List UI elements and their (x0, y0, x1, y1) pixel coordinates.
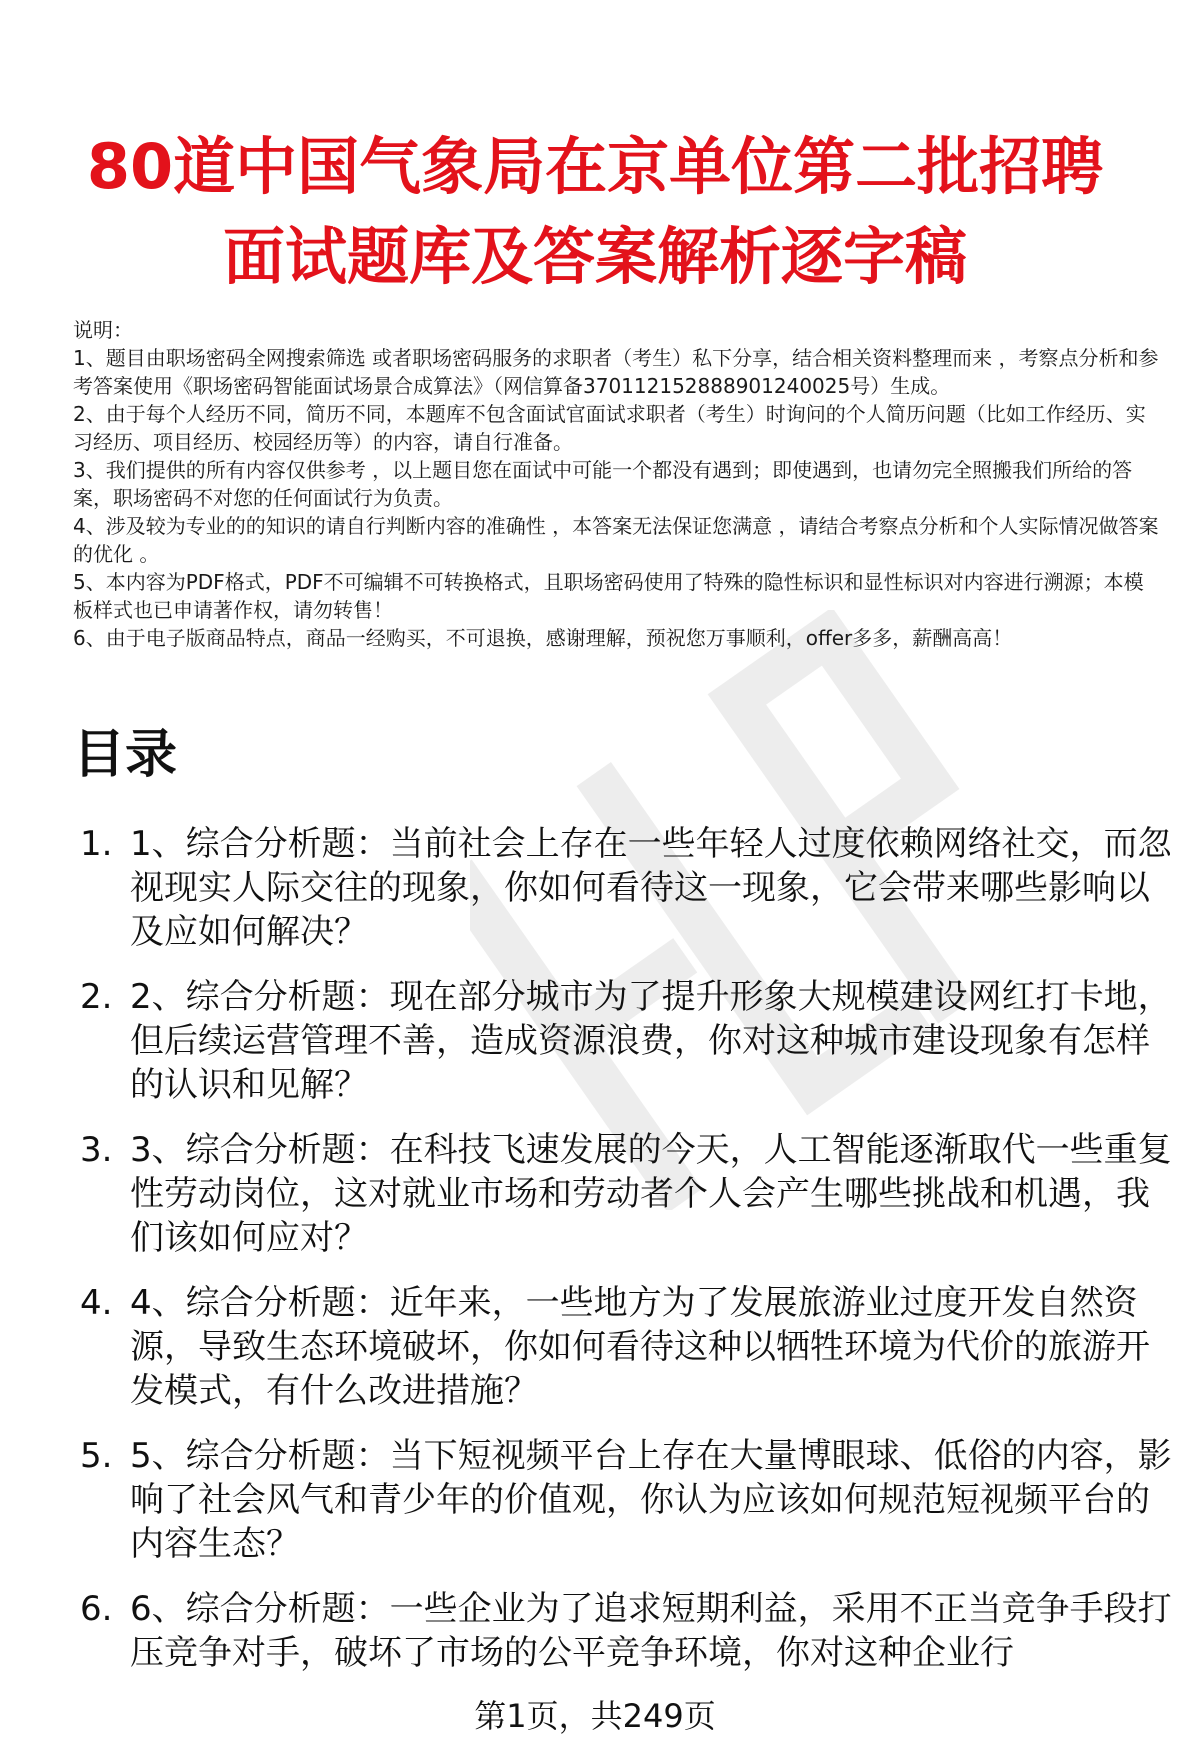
toc-item[interactable] (0, 1434, 1190, 1566)
notes-heading: 说明： (73, 318, 133, 342)
note-item: 2、由于每个人经历不同，简历不同，本题库不包含面试官面试求职者（考生）时询问的个人简历问题（比如工作经历、实习经历、项目经历、校园经历等）的内容，请自行准备。 (73, 402, 1146, 454)
note-item: 1、题目由职场密码全网搜索筛选 或者职场密码服务的求职者（考生）私下分享，结合相关资料整理而来 ，考察点分析和参考答案使用《职场密码智能面试场景合成算法》（网信算备370112152888901240025号）生成。 (73, 346, 1159, 398)
toc-item-text: 2、综合分析题：现在部分城市为了提升形象大规模建设网红打卡地，但后续运营管理不善，造成资源浪费，你对这种城市建设现象有怎样的认识和见解？ (130, 977, 1172, 1105)
note-item: 5、本内容为PDF格式，PDF不可编辑不可转换格式，且职场密码使用了特殊的隐性标识和显性标识对内容进行溯源；本模板样式也已申请著作权，请勿转售！ (73, 570, 1144, 622)
toc-item-number: 5. (80, 1436, 113, 1476)
toc-item[interactable] (0, 1128, 1190, 1260)
note-item: 6、由于电子版商品特点，商品一经购买，不可退换，感谢理解，预祝您万事顺利，offer多多，薪酬高高！ (73, 626, 1013, 650)
toc-item-number: 6. (80, 1589, 113, 1629)
note-item: 4、涉及较为专业的的知识的请自行判断内容的准确性 ，本答案无法保证您满意 ，请结合考察点分析和个人实际情况做答案的优化 。 (73, 514, 1159, 566)
notes-section (73, 316, 1163, 652)
toc-item[interactable] (0, 975, 1190, 1107)
toc-item-text: 6、综合分析题：一些企业为了追求短期利益，采用不正当竞争手段打压竞争对手，破坏了市场的公平竞争环境，你对这种企业行 (130, 1589, 1172, 1673)
toc-item-number: 2. (80, 977, 113, 1017)
toc-item-number: 1. (80, 824, 113, 864)
toc-item-text: 5、综合分析题：当下短视频平台上存在大量博眼球、低俗的内容，影响了社会风气和青少年的价值观，你认为应该如何规范短视频平台的内容生态？ (130, 1436, 1172, 1564)
document-title: 80道中国气象局在京单位第二批招聘面试题库及答案解析逐字稿 (86, 130, 1104, 293)
note-item: 3、我们提供的所有内容仅供参考 ，以上题目您在面试中可能一个都没有遇到；即使遇到，也请勿完全照搬我们所给的答案，职场密码不对您的任何面试行为负责。 (73, 458, 1133, 510)
table-of-contents (0, 822, 1190, 1696)
toc-item-text: 1、综合分析题：当前社会上存在一些年轻人过度依赖网络社交，而忽视现实人际交往的现象，你如何看待这一现象，它会带来哪些影响以及应如何解决？ (130, 824, 1172, 952)
page-footer: 第1页，共249页 (474, 1697, 716, 1735)
toc-item[interactable] (0, 822, 1190, 954)
toc-item-number: 4. (80, 1283, 113, 1323)
toc-item-text: 3、综合分析题：在科技飞速发展的今天，人工智能逐渐取代一些重复性劳动岗位，这对就业市场和劳动者个人会产生哪些挑战和机遇，我们该如何应对？ (130, 1130, 1172, 1258)
toc-heading: 目录 (73, 725, 178, 785)
toc-item-text: 4、综合分析题：近年来，一些地方为了发展旅游业过度开发自然资源，导致生态环境破坏，你如何看待这种以牺牲环境为代价的旅游开发模式，有什么改进措施？ (130, 1283, 1150, 1411)
toc-item[interactable] (0, 1281, 1190, 1413)
toc-item[interactable] (0, 1587, 1190, 1675)
toc-item-number: 3. (80, 1130, 113, 1170)
